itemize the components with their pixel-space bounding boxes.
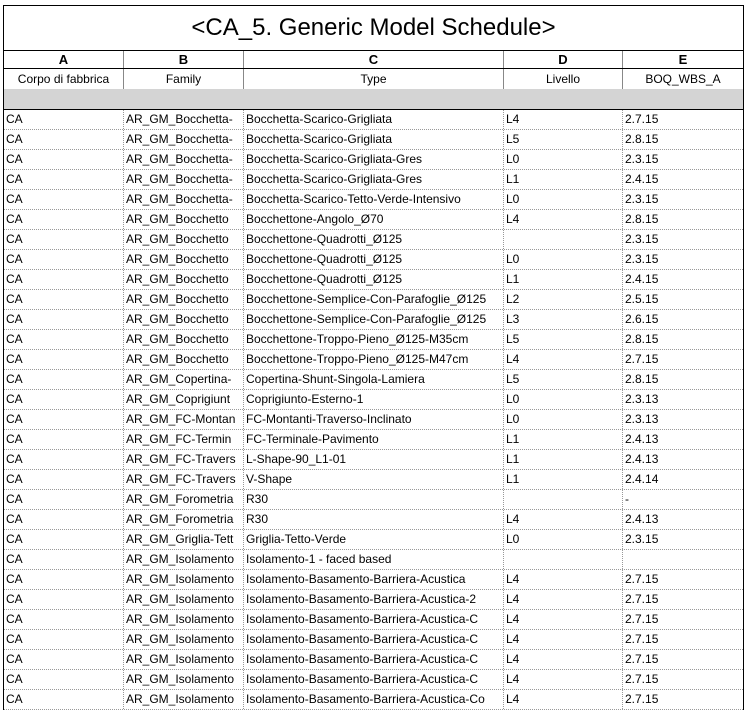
cell-corpo-di-fabbrica[interactable]: CA [4,570,124,589]
cell-family[interactable]: AR_GM_Isolamento [124,630,244,649]
cell-livello[interactable]: L4 [504,650,623,669]
table-row[interactable] [4,230,743,250]
column-letter-a[interactable]: A [4,51,124,68]
cell-type[interactable]: FC-Terminale-Pavimento [244,430,504,449]
table-row[interactable] [4,390,743,410]
cell-family[interactable]: AR_GM_FC-Travers [124,470,244,489]
cell-livello[interactable]: L1 [504,430,623,449]
cell-corpo-di-fabbrica[interactable]: CA [4,470,124,489]
cell-family[interactable]: AR_GM_Forometria [124,510,244,529]
cell-family[interactable]: AR_GM_FC-Travers [124,450,244,469]
cell-corpo-di-fabbrica[interactable]: CA [4,450,124,469]
cell-boq-wbs-a[interactable]: 2.7.15 [625,692,659,706]
header-family[interactable]: Family [124,69,244,89]
cell-boq-wbs-a[interactable]: 2.3.15 [625,252,659,266]
cell-corpo-di-fabbrica[interactable]: CA [4,150,124,169]
table-row[interactable] [4,370,743,390]
cell-type[interactable]: V-Shape [244,470,504,489]
cell-boq-wbs-a[interactable]: 2.3.13 [625,392,659,406]
header-boq-wbs-a[interactable]: BOQ_WBS_A [645,72,721,86]
cell-livello[interactable]: L5 [504,130,623,149]
table-row[interactable] [4,350,743,370]
table-row[interactable] [4,570,743,590]
cell-boq-wbs-a[interactable]: 2.8.15 [625,332,659,346]
cell-family[interactable]: AR_GM_Bocchetto [124,310,244,329]
cell-boq-wbs-a[interactable]: 2.8.15 [625,132,659,146]
cell-corpo-di-fabbrica[interactable]: CA [4,510,124,529]
cell-family[interactable]: AR_GM_Isolamento [124,650,244,669]
cell-livello[interactable]: L4 [504,610,623,629]
table-row[interactable] [4,290,743,310]
table-row[interactable] [4,310,743,330]
cell-type[interactable]: Coprigiunto-Esterno-1 [244,390,504,409]
cell-livello[interactable]: L5 [504,330,623,349]
cell-family[interactable]: AR_GM_Bocchetta- [124,170,244,189]
cell-livello[interactable]: L2 [504,290,623,309]
cell-livello[interactable]: L4 [504,350,623,369]
cell-livello[interactable]: L4 [504,570,623,589]
cell-family[interactable]: AR_GM_Bocchetto [124,230,244,249]
cell-type[interactable]: Isolamento-Basamento-Barriera-Acustica-C [244,670,504,689]
cell-family[interactable]: AR_GM_Bocchetto [124,330,244,349]
cell-family[interactable]: AR_GM_Isolamento [124,670,244,689]
cell-type[interactable]: Bocchettone-Semplice-Con-Parafoglie_Ø125 [244,310,504,329]
cell-corpo-di-fabbrica[interactable]: CA [4,430,124,449]
table-row[interactable] [4,270,743,290]
table-row[interactable] [4,110,743,130]
cell-corpo-di-fabbrica[interactable]: CA [4,250,124,269]
table-row[interactable] [4,530,743,550]
table-row[interactable] [4,550,743,570]
cell-boq-wbs-a[interactable]: 2.8.15 [625,372,659,386]
table-row[interactable] [4,330,743,350]
table-row[interactable] [4,170,743,190]
cell-type[interactable]: Copertina-Shunt-Singola-Lamiera [244,370,504,389]
cell-type[interactable]: Isolamento-Basamento-Barriera-Acustica-Co [244,690,504,709]
table-row[interactable] [4,510,743,530]
cell-corpo-di-fabbrica[interactable]: CA [4,630,124,649]
column-letter-c[interactable]: C [244,51,504,68]
cell-corpo-di-fabbrica[interactable]: CA [4,370,124,389]
column-letter-b[interactable]: B [124,51,244,68]
header-corpo-di-fabbrica[interactable]: Corpo di fabbrica [4,69,124,89]
cell-family[interactable]: AR_GM_Bocchetto [124,290,244,309]
cell-type[interactable]: Isolamento-1 - faced based [244,550,504,569]
cell-corpo-di-fabbrica[interactable]: CA [4,610,124,629]
cell-boq-wbs-a[interactable]: - [625,492,629,506]
cell-family[interactable]: AR_GM_Isolamento [124,690,244,709]
table-row[interactable] [4,450,743,470]
cell-family[interactable]: AR_GM_Coprigiunt [124,390,244,409]
cell-type[interactable]: Bocchettone-Quadrotti_Ø125 [244,250,504,269]
table-row[interactable] [4,470,743,490]
cell-livello[interactable]: L1 [504,170,623,189]
cell-corpo-di-fabbrica[interactable]: CA [4,170,124,189]
table-row[interactable] [4,130,743,150]
cell-type[interactable]: Isolamento-Basamento-Barriera-Acustica-C [244,650,504,669]
schedule-table [3,5,744,710]
cell-corpo-di-fabbrica[interactable]: CA [4,330,124,349]
table-row[interactable] [4,630,743,650]
cell-boq-wbs-a[interactable]: 2.3.15 [625,192,659,206]
cell-type[interactable]: Bocchettone-Troppo-Pieno_Ø125-M47cm [244,350,504,369]
cell-type[interactable]: L-Shape-90_L1-01 [244,450,504,469]
cell-boq-wbs-a[interactable]: 2.4.13 [625,432,659,446]
table-row[interactable] [4,590,743,610]
cell-boq-wbs-a[interactable]: 2.6.15 [625,312,659,326]
cell-corpo-di-fabbrica[interactable]: CA [4,690,124,709]
cell-livello[interactable]: L1 [504,270,623,289]
cell-livello[interactable]: L0 [504,250,623,269]
cell-livello[interactable]: L5 [504,370,623,389]
cell-family[interactable]: AR_GM_Isolamento [124,590,244,609]
cell-boq-wbs-a[interactable]: 2.5.15 [625,292,659,306]
cell-corpo-di-fabbrica[interactable]: CA [4,410,124,429]
table-row[interactable] [4,490,743,510]
cell-type[interactable]: Isolamento-Basamento-Barriera-Acustica [244,570,504,589]
cell-livello[interactable]: L0 [504,150,623,169]
cell-type[interactable]: Bocchetta-Scarico-Grigliata [244,110,504,129]
cell-boq-wbs-a[interactable]: 2.7.15 [625,632,659,646]
cell-type[interactable]: Bocchettone-Troppo-Pieno_Ø125-M35cm [244,330,504,349]
table-row[interactable] [4,190,743,210]
cell-livello[interactable]: L0 [504,190,623,209]
cell-corpo-di-fabbrica[interactable]: CA [4,390,124,409]
cell-type[interactable]: R30 [244,490,504,509]
cell-family[interactable]: AR_GM_Isolamento [124,570,244,589]
cell-corpo-di-fabbrica[interactable]: CA [4,210,124,229]
cell-boq-wbs-a[interactable]: 2.4.15 [625,272,659,286]
table-row[interactable] [4,430,743,450]
cell-boq-wbs-a[interactable]: 2.7.15 [625,572,659,586]
cell-type[interactable]: Bocchettone-Quadrotti_Ø125 [244,230,504,249]
cell-livello[interactable]: L1 [504,450,623,469]
table-row[interactable] [4,250,743,270]
cell-livello[interactable]: L4 [504,670,623,689]
cell-livello[interactable]: L1 [504,470,623,489]
cell-type[interactable]: FC-Montanti-Traverso-Inclinato [244,410,504,429]
cell-corpo-di-fabbrica[interactable]: CA [4,230,124,249]
cell-family[interactable]: AR_GM_Bocchetto [124,350,244,369]
cell-livello[interactable]: L4 [504,630,623,649]
header-livello[interactable]: Livello [504,69,623,89]
cell-boq-wbs-a[interactable]: 2.4.15 [625,172,659,186]
column-headers-row [3,69,744,89]
cell-family[interactable]: AR_GM_Copertina- [124,370,244,389]
cell-family[interactable]: AR_GM_Bocchetto [124,210,244,229]
cell-family[interactable]: AR_GM_Isolamento [124,610,244,629]
cell-type[interactable]: Bocchetta-Scarico-Grigliata [244,130,504,149]
table-body [3,109,744,710]
column-letters-row [3,51,744,69]
cell-family[interactable]: AR_GM_Bocchetto [124,250,244,269]
cell-boq-wbs-a[interactable]: 2.4.13 [625,452,659,466]
cell-corpo-di-fabbrica[interactable]: CA [4,350,124,369]
cell-livello[interactable]: L0 [504,390,623,409]
cell-family[interactable]: AR_GM_Bocchetto [124,270,244,289]
cell-boq-wbs-a[interactable]: 2.3.15 [625,232,659,246]
cell-type[interactable]: Isolamento-Basamento-Barriera-Acustica-C [244,610,504,629]
cell-type[interactable]: Bocchetta-Scarico-Tetto-Verde-Intensivo [244,190,504,209]
cell-family[interactable]: AR_GM_Isolamento [124,550,244,569]
cell-livello[interactable]: L3 [504,310,623,329]
cell-livello[interactable]: L4 [504,590,623,609]
cell-livello[interactable] [504,490,623,509]
cell-corpo-di-fabbrica[interactable]: CA [4,130,124,149]
cell-type[interactable]: Griglia-Tetto-Verde [244,530,504,549]
cell-livello[interactable]: L0 [504,410,623,429]
cell-corpo-di-fabbrica[interactable]: CA [4,650,124,669]
cell-boq-wbs-a[interactable]: 2.7.15 [625,592,659,606]
group-header-band [3,89,744,109]
cell-boq-wbs-a[interactable]: 2.4.13 [625,512,659,526]
cell-boq-wbs-a[interactable]: 2.7.15 [625,652,659,666]
cell-corpo-di-fabbrica[interactable]: CA [4,670,124,689]
cell-boq-wbs-a[interactable]: 2.3.15 [625,152,659,166]
column-letter-e[interactable]: E [678,52,688,67]
table-row[interactable] [4,610,743,630]
table-row[interactable] [4,410,743,430]
table-row[interactable] [4,210,743,230]
cell-family[interactable]: AR_GM_FC-Montan [124,410,244,429]
cell-boq-wbs-a[interactable]: 2.7.15 [625,112,659,126]
cell-type[interactable]: Bocchetta-Scarico-Grigliata-Gres [244,150,504,169]
cell-corpo-di-fabbrica[interactable]: CA [4,550,124,569]
cell-boq-wbs-a[interactable]: 2.8.15 [625,212,659,226]
cell-livello[interactable]: L4 [504,510,623,529]
cell-family[interactable]: AR_GM_Bocchetta- [124,110,244,129]
cell-family[interactable]: AR_GM_FC-Termin [124,430,244,449]
cell-boq-wbs-a[interactable] [623,550,743,569]
cell-type[interactable]: Isolamento-Basamento-Barriera-Acustica-C [244,630,504,649]
cell-livello[interactable]: L4 [504,690,623,709]
cell-corpo-di-fabbrica[interactable]: CA [4,490,124,509]
cell-boq-wbs-a[interactable]: 2.3.13 [625,412,659,426]
cell-livello[interactable]: L0 [504,530,623,549]
table-row[interactable] [4,690,743,710]
header-type[interactable]: Type [244,69,504,89]
cell-family[interactable]: AR_GM_Griglia-Tett [124,530,244,549]
cell-corpo-di-fabbrica[interactable]: CA [4,590,124,609]
cell-boq-wbs-a[interactable]: 2.7.15 [625,672,659,686]
cell-type[interactable]: Bocchettone-Quadrotti_Ø125 [244,270,504,289]
cell-family[interactable]: AR_GM_Bocchetta- [124,190,244,209]
table-row[interactable] [4,150,743,170]
cell-corpo-di-fabbrica[interactable]: CA [4,290,124,309]
cell-boq-wbs-a[interactable]: 2.4.14 [625,472,659,486]
column-letter-d[interactable]: D [504,51,623,68]
cell-family[interactable]: AR_GM_Bocchetta- [124,150,244,169]
cell-boq-wbs-a[interactable]: 2.7.15 [625,352,659,366]
cell-type[interactable]: R30 [244,510,504,529]
cell-corpo-di-fabbrica[interactable]: CA [4,310,124,329]
cell-corpo-di-fabbrica[interactable]: CA [4,110,124,129]
cell-boq-wbs-a[interactable]: 2.3.15 [625,532,659,546]
cell-corpo-di-fabbrica[interactable]: CA [4,530,124,549]
cell-type[interactable]: Bocchettone-Angolo_Ø70 [244,210,504,229]
cell-family[interactable]: AR_GM_Forometria [124,490,244,509]
cell-type[interactable]: Bocchetta-Scarico-Grigliata-Gres [244,170,504,189]
cell-type[interactable]: Isolamento-Basamento-Barriera-Acustica-2 [244,590,504,609]
cell-livello[interactable]: L4 [504,210,623,229]
cell-livello[interactable] [504,230,623,249]
cell-corpo-di-fabbrica[interactable]: CA [4,270,124,289]
cell-type[interactable]: Bocchettone-Semplice-Con-Parafoglie_Ø125 [244,290,504,309]
cell-boq-wbs-a[interactable]: 2.7.15 [625,612,659,626]
table-row[interactable] [4,650,743,670]
schedule-title[interactable]: <CA_5. Generic Model Schedule> [3,5,744,51]
cell-corpo-di-fabbrica[interactable]: CA [4,190,124,209]
cell-livello[interactable] [504,550,623,569]
table-row[interactable] [4,670,743,690]
cell-livello[interactable]: L4 [504,110,623,129]
cell-family[interactable]: AR_GM_Bocchetta- [124,130,244,149]
